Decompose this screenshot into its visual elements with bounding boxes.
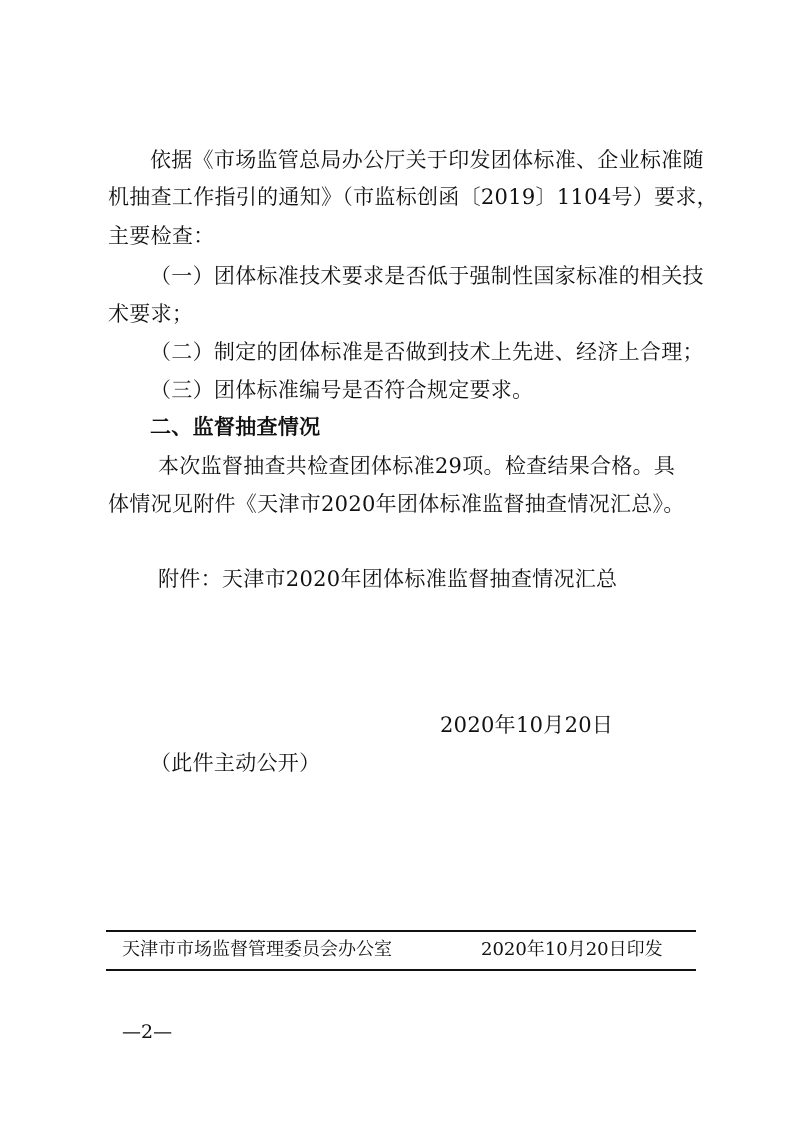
intro-line-2: 机抽查工作指引的通知》（市监标创函〔2019〕1104号）要求， [108, 185, 718, 209]
result-line-2: 体情况见附件《天津市2020年团体标准监督抽查情况汇总》。 [108, 492, 685, 516]
footer-top-rule [106, 930, 696, 932]
document-date: 2020年10月20日 [440, 713, 614, 737]
page-number: —2— [122, 1021, 173, 1043]
attachment-line: 附件：天津市2020年团体标准监督抽查情况汇总 [158, 567, 618, 591]
section-2-heading: 二、监督抽查情况 [150, 414, 321, 439]
intro-line-3: 主要检查： [108, 224, 215, 248]
result-line-1: 本次监督抽查共检查团体标准29项。检查结果合格。具 [158, 454, 676, 478]
footer-bottom-rule [106, 969, 696, 971]
issuer-office: 天津市市场监督管理委员会办公室 [122, 939, 392, 960]
check-item-1-line-2: 术要求； [108, 302, 194, 326]
public-disclosure-note: （此件主动公开） [150, 751, 321, 775]
check-item-1-line-1: （一）团体标准技术要求是否低于强制性国家标准的相关技 [150, 264, 704, 288]
check-item-2: （二）制定的团体标准是否做到技术上先进、经济上合理； [150, 340, 704, 364]
intro-line-1: 依据《市场监管总局办公厅关于印发团体标准、企业标准随 [150, 148, 704, 172]
check-item-3: （三）团体标准编号是否符合规定要求。 [150, 378, 534, 402]
issue-date: 2020年10月20日印发 [481, 939, 663, 960]
